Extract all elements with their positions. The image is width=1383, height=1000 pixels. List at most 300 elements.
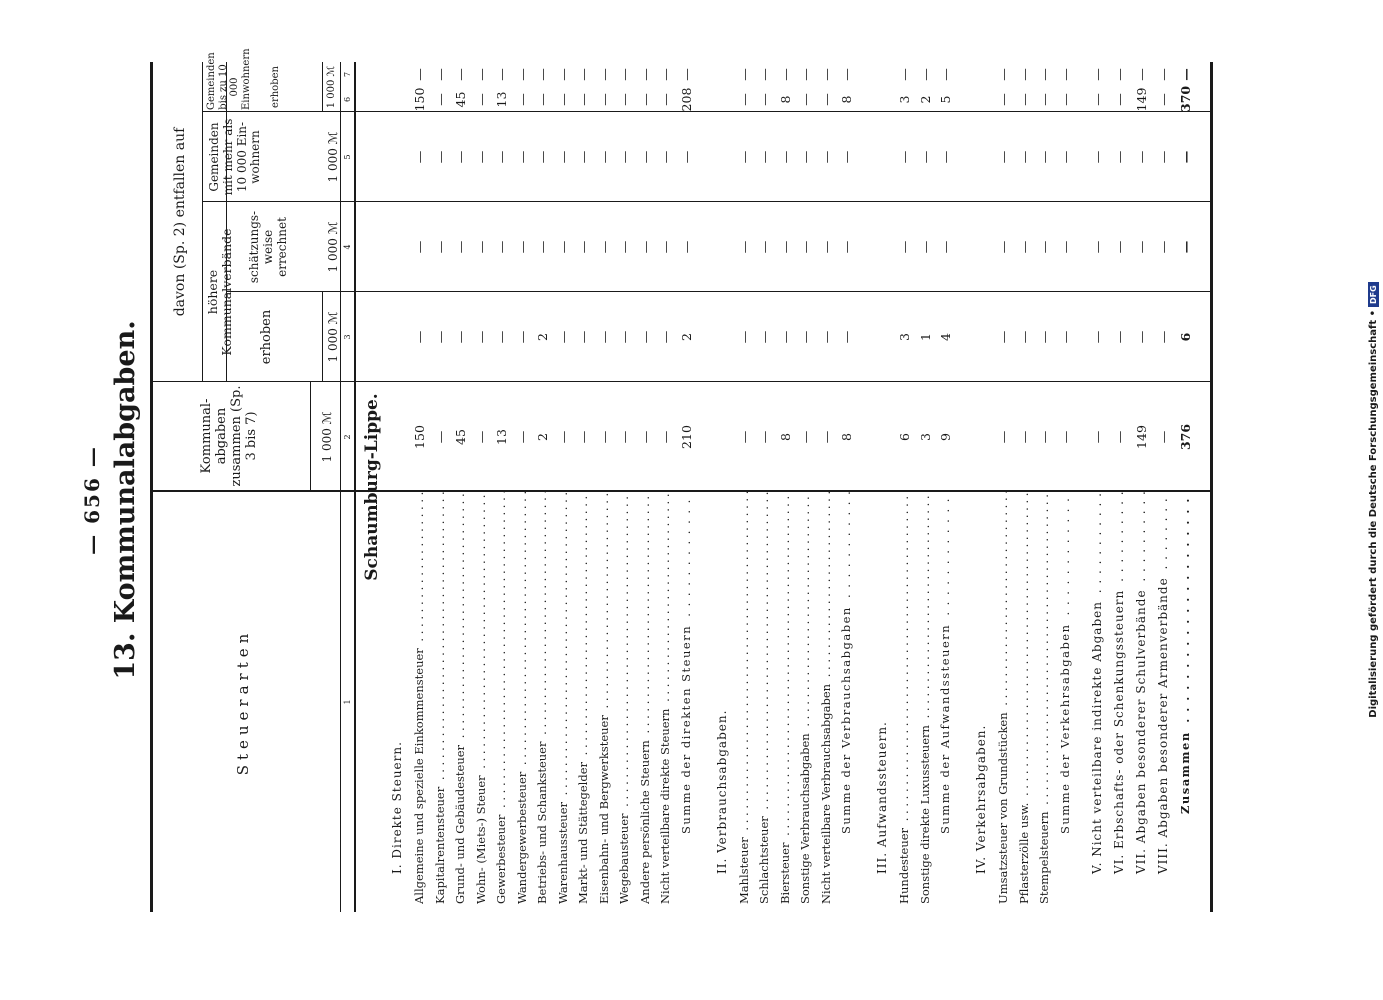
row-value-col2: 376 (1177, 423, 1193, 451)
colnum-5: 5 (343, 154, 352, 160)
unit-col3: 1 000 ℳ (326, 311, 340, 363)
row-value-col6: — (576, 93, 591, 106)
row-value-col3: 2 (535, 333, 550, 341)
row-value-col4: — (596, 240, 612, 254)
row-value-col6: — (736, 93, 752, 106)
row-value-col7: — (938, 68, 953, 81)
row-value-col5: — (637, 150, 653, 164)
row-label (1017, 492, 1031, 904)
row-value-col7: — (555, 68, 571, 81)
digitization-credit (1368, 0, 1379, 1000)
row-value-col5: — (777, 150, 793, 164)
row-value-col7: — (777, 68, 793, 81)
row-label (597, 492, 611, 904)
row-value-col3: — (1155, 330, 1171, 344)
row-label (617, 492, 631, 904)
row-value-col7: — (412, 68, 427, 81)
row-value-col4: — (453, 240, 468, 254)
row-value-col7: — (535, 68, 550, 81)
row-value-col5: — (1057, 150, 1073, 164)
row-label (679, 492, 693, 904)
colnum-bottom-rule (354, 62, 356, 912)
row-value-col6: — (473, 93, 489, 106)
row-value-col3: — (453, 330, 468, 344)
row-value-col6: 45 (453, 91, 468, 108)
row-value-col2: — (514, 430, 530, 444)
colnum-7: 7 (343, 71, 352, 78)
row-value-col5: — (617, 150, 632, 164)
row-label-text: Markt- und Stättegelder (576, 759, 590, 904)
row-value-col7: — (1037, 68, 1052, 81)
row-value-col2: 8 (777, 433, 793, 441)
row-value-col2: — (637, 430, 653, 444)
colnum-3: 3 (343, 334, 352, 340)
row-value-col7: — (494, 68, 509, 81)
row-value-col5: — (535, 150, 550, 164)
unit-col5: 1 000 ℳ (326, 131, 340, 183)
row-value-col3: — (996, 330, 1011, 344)
row-value-col7: — (1177, 68, 1193, 81)
row-value-col7: — (996, 68, 1011, 81)
table-bottom-rule (1210, 62, 1213, 912)
row-value-col4: — (938, 240, 953, 254)
row-value-col7: — (798, 68, 813, 81)
row-value-col7: — (473, 68, 489, 81)
row-label (757, 492, 771, 904)
row-value-col5: — (938, 150, 953, 164)
row-value-col6: 3 (897, 95, 912, 104)
row-label-text: IV. Verkehrsabgaben. (974, 722, 988, 874)
row-value-col4: — (736, 240, 752, 254)
colnum-1: 1 (343, 699, 352, 705)
row-value-col6: — (432, 93, 448, 106)
row-value-col6: — (818, 93, 834, 106)
row-value-col3: — (777, 330, 793, 344)
header-gem-mehr: Gemeinden mit mehr als 10 000 Ein-wohnern (207, 118, 263, 196)
row-value-col2: 149 (1133, 425, 1149, 449)
row-value-col5: — (1037, 150, 1052, 164)
row-value-col7: — (453, 68, 468, 81)
header-divider-1 (202, 62, 203, 382)
row-label (1178, 492, 1192, 904)
row-label-text: Schlachtsteuer (757, 813, 771, 904)
row-value-col7: — (617, 68, 632, 81)
row-value-col3: 2 (678, 333, 694, 341)
row-value-col3: — (1089, 330, 1105, 344)
row-value-col6: — (1155, 93, 1171, 106)
row-value-col6: — (514, 93, 530, 106)
row-value-col2: 9 (938, 433, 953, 441)
row-value-col4: — (637, 240, 653, 254)
colnum-2: 2 (343, 434, 352, 440)
row-label (938, 492, 952, 904)
row-value-col4: — (514, 240, 530, 254)
row-label-text: VIII. Abgaben besonderer Armenverbände (1156, 574, 1170, 874)
page-title: 13. Kommunalabgaben. (110, 320, 141, 680)
row-value-col4: — (473, 240, 489, 254)
row-label (658, 492, 672, 904)
row-label (974, 492, 988, 904)
row-value-col2: — (658, 430, 673, 444)
row-label (778, 492, 792, 904)
row-value-col4: — (535, 240, 550, 254)
row-value-col4: — (1155, 240, 1171, 254)
row-value-col6: 8 (839, 95, 854, 104)
row-value-col5: — (1111, 150, 1127, 164)
header-kommunalabgaben: Kommunal-abgaben zusammen (Sp. 3 bis 7) (199, 385, 259, 487)
row-value-col2: — (1057, 430, 1073, 444)
row-value-col2: — (1155, 430, 1171, 444)
table-top-rule (150, 62, 153, 912)
row-value-col7: — (514, 68, 530, 81)
row-value-col2: — (1016, 430, 1032, 444)
row-value-col7: — (1155, 68, 1171, 81)
row-value-col2: 150 (412, 425, 427, 449)
row-value-col3: — (757, 330, 772, 344)
row-label-text: Gewerbesteuer (494, 812, 508, 904)
row-value-col7: — (1133, 68, 1149, 81)
row-value-col6: — (617, 93, 632, 106)
row-value-col6: 2 (917, 95, 933, 104)
row-value-col3: — (412, 330, 427, 344)
colnum-4: 4 (343, 244, 352, 250)
row-label-text: VI. Erbschafts- oder Schenkungssteuern (1112, 587, 1126, 874)
row-label-text: Sonstige direkte Luxussteuern (918, 722, 932, 904)
row-label-text: Wegebausteuer (617, 810, 631, 904)
row-value-col2: 13 (494, 429, 509, 445)
row-value-col2: — (798, 430, 813, 444)
row-value-col6: — (757, 93, 772, 106)
row-value-col5: — (453, 150, 468, 164)
row-value-col4: — (757, 240, 772, 254)
row-value-col3: — (736, 330, 752, 344)
row-label (453, 492, 467, 904)
row-value-col6: 370 (1177, 85, 1193, 112)
row-label-text: VII. Abgaben besonderer Schulverbände (1134, 586, 1148, 874)
row-value-col4: — (658, 240, 673, 254)
row-label (715, 492, 729, 904)
row-value-col2: 3 (917, 433, 933, 441)
colnum-6: 6 (343, 96, 352, 103)
row-label-text: Eisenbahn- und Bergwerksteuer (597, 712, 611, 904)
row-value-col7: — (757, 68, 772, 81)
row-value-col3: — (432, 330, 448, 344)
row-value-col7: — (1089, 68, 1105, 81)
row-value-col2: — (818, 430, 834, 444)
row-label-text: Umsatzsteuer von Grundstücken (996, 709, 1010, 904)
row-label-text: Hundesteuer (897, 825, 911, 904)
row-label-text: Betriebs- und Schanksteuer (535, 739, 549, 905)
row-value-col5: — (917, 150, 933, 164)
row-value-col7: — (1016, 68, 1032, 81)
row-value-col3: — (514, 330, 530, 344)
unit-col4: 1 000 ℳ (326, 221, 340, 273)
row-value-col2: — (432, 430, 448, 444)
row-label-text: Grund- und Gebäudesteuer (453, 742, 467, 904)
row-label (474, 492, 488, 904)
row-value-col5: — (798, 150, 813, 164)
row-value-col4: — (1133, 240, 1149, 254)
row-value-col5: — (576, 150, 591, 164)
row-label-text: Andere persönliche Steuern (638, 737, 652, 904)
row-label (576, 492, 590, 904)
row-value-col4: — (996, 240, 1011, 254)
row-label (433, 492, 447, 904)
row-value-col4: — (798, 240, 813, 254)
row-label-text: Nicht verteilbare Verbrauchsabgaben (819, 681, 833, 904)
row-label (556, 492, 570, 904)
row-label (1156, 492, 1170, 904)
row-value-col7: — (658, 68, 673, 81)
row-value-col6: 150 (412, 87, 427, 112)
row-value-col5: — (1155, 150, 1171, 164)
row-label (798, 492, 812, 904)
row-value-col3: — (473, 330, 489, 344)
row-label (839, 492, 853, 904)
row-label (638, 492, 652, 904)
row-value-col2: — (1111, 430, 1127, 444)
row-value-col4: — (1057, 240, 1073, 254)
header-erhoben-3: erhoben (259, 309, 274, 365)
row-value-col4: — (432, 240, 448, 254)
row-label-text: Wandergewerbesteuer (515, 769, 529, 904)
row-value-col4: — (1111, 240, 1127, 254)
row-value-col6: 149 (1133, 87, 1149, 112)
row-value-col3: — (494, 330, 509, 344)
row-value-col5: — (897, 150, 912, 164)
row-value-col2: 210 (678, 425, 694, 449)
row-value-col7: — (596, 68, 612, 81)
row-value-col2: — (473, 430, 489, 444)
unit-col2: 1 000 ℳ (320, 411, 334, 463)
row-value-col3: 1 (917, 333, 933, 341)
row-label-text: Allgemeine und spezielle Einkommensteuer (412, 645, 426, 904)
row-value-col6: — (658, 93, 673, 106)
row-value-col2: — (576, 430, 591, 444)
row-value-col5: — (1177, 150, 1193, 164)
row-value-col7: — (1111, 68, 1127, 81)
row-label (1112, 492, 1126, 904)
row-value-col7: — (818, 68, 834, 81)
row-value-col4: — (839, 240, 854, 254)
row-value-col3: — (596, 330, 612, 344)
row-value-col4: — (1037, 240, 1052, 254)
row-value-col3: — (637, 330, 653, 344)
row-value-col6: — (1037, 93, 1052, 106)
row-value-col4: — (678, 240, 694, 254)
row-value-col6: — (596, 93, 612, 106)
dfg-logo: DFG (1368, 282, 1379, 307)
row-value-col4: — (897, 240, 912, 254)
row-value-col6: — (1057, 93, 1073, 106)
row-label-text: Zusammen (1178, 728, 1192, 814)
row-value-col5: — (818, 150, 834, 164)
row-value-col2: — (1089, 430, 1105, 444)
header-gem-bis: Gemeinden bis zu 10 000 Einwohnern (206, 48, 252, 110)
row-label (819, 492, 833, 904)
row-value-col5: — (432, 150, 448, 164)
row-label (918, 492, 932, 904)
row-value-col4: — (412, 240, 427, 254)
page-number: — 656 — (80, 445, 104, 555)
header-divider-3 (322, 292, 323, 382)
row-value-col7: — (637, 68, 653, 81)
row-value-col3: — (658, 330, 673, 344)
row-label (390, 492, 404, 904)
header-bottom-rule (340, 62, 341, 912)
row-label (1058, 492, 1072, 904)
row-value-col2: — (617, 430, 632, 444)
row-label-text: Summe der Verkehrsabgaben (1058, 620, 1072, 834)
row-value-col4: — (777, 240, 793, 254)
row-value-col2: 8 (839, 433, 854, 441)
row-label (1134, 492, 1148, 904)
row-value-col5: — (1089, 150, 1105, 164)
row-value-col6: 208 (678, 87, 694, 112)
header-steuerarten: Steuerarten (234, 628, 252, 776)
row-label-text: V. Nicht verteilbare indirekte Abgaben (1090, 598, 1104, 874)
row-label-text: Summe der Verbrauchsabgaben (839, 603, 853, 834)
row-value-col3: — (555, 330, 571, 344)
header-davon: davon (Sp. 2) entfallen auf (172, 127, 188, 317)
header-divider-4 (322, 62, 323, 112)
row-value-col2: — (1037, 430, 1052, 444)
row-label (737, 492, 751, 904)
row-value-col6: 13 (494, 91, 509, 108)
row-value-col5: — (412, 150, 427, 164)
row-label (535, 492, 549, 904)
row-label (875, 492, 889, 904)
header-hoehere: höhere Kommunalverbände (205, 228, 235, 356)
row-value-col7: — (576, 68, 591, 81)
row-label-text: Kapitalrentensteuer (433, 784, 447, 904)
row-label-text: Summe der direkten Steuern (679, 622, 693, 834)
tax-table (150, 48, 1230, 912)
row-value-col7: — (917, 68, 933, 81)
row-value-col6: 5 (938, 95, 953, 104)
row-value-col4: — (818, 240, 834, 254)
row-label (996, 492, 1010, 904)
row-value-col6: — (798, 93, 813, 106)
row-value-col4: — (494, 240, 509, 254)
row-value-col5: — (494, 150, 509, 164)
row-value-col5: — (736, 150, 752, 164)
row-value-col6: — (996, 93, 1011, 106)
row-value-col3: — (1133, 330, 1149, 344)
row-value-col5: — (996, 150, 1011, 164)
row-value-col7: — (1057, 68, 1073, 81)
row-value-col5: — (839, 150, 854, 164)
row-label-text: Biersteuer (778, 840, 792, 904)
row-value-col5: — (1133, 150, 1149, 164)
row-value-col5: — (473, 150, 489, 164)
row-value-col6: — (1016, 93, 1032, 106)
unit-col6: 1 000 ℳ (326, 65, 337, 109)
row-value-col3: 4 (938, 333, 953, 341)
row-value-col2: — (736, 430, 752, 444)
row-value-col3: — (1016, 330, 1032, 344)
row-value-col3: — (798, 330, 813, 344)
row-value-col6: — (535, 93, 550, 106)
row-value-col6: 8 (777, 95, 793, 104)
row-value-col2: — (555, 430, 571, 444)
row-value-col3: 6 (1177, 332, 1193, 342)
row-value-col4: — (555, 240, 571, 254)
region-title: Schaumburg-Lippe. (362, 393, 382, 581)
row-value-col4: — (1089, 240, 1105, 254)
row-value-col2: 6 (897, 433, 912, 441)
row-value-col3: — (617, 330, 632, 344)
row-label-text: Sonstige Verbrauchsabgaben (798, 730, 812, 904)
row-value-col4: — (1016, 240, 1032, 254)
row-value-col4: — (917, 240, 933, 254)
row-label (515, 492, 529, 904)
row-value-col2: 45 (453, 429, 468, 445)
row-label-text: Pflasterzölle usw. (1017, 800, 1031, 904)
row-label-text: Stempelsteuern (1037, 809, 1051, 905)
row-value-col2: 2 (535, 433, 550, 441)
row-value-col5: — (514, 150, 530, 164)
row-value-col3: — (1111, 330, 1127, 344)
row-label-text: Mahlsteuer (737, 834, 751, 904)
row-value-col7: — (432, 68, 448, 81)
row-label-text: Nicht verteilbare direkte Steuern (658, 706, 672, 904)
row-label-text: I. Direkte Steuern. (390, 738, 404, 874)
row-value-col7: — (678, 68, 694, 81)
row-label (897, 492, 911, 904)
header-erhoben-6: erhoben (270, 66, 281, 108)
row-value-col5: — (658, 150, 673, 164)
row-value-col3: 3 (897, 333, 912, 341)
row-value-col4: — (1177, 240, 1193, 254)
row-value-col2: — (757, 430, 772, 444)
row-value-col5: — (1016, 150, 1032, 164)
row-value-col2: — (996, 430, 1011, 444)
row-value-col3: — (818, 330, 834, 344)
row-label (1090, 492, 1104, 904)
row-value-col3: — (576, 330, 591, 344)
row-value-col5: — (555, 150, 571, 164)
row-value-col6: — (555, 93, 571, 106)
row-label-text: Warenhaussteuer (556, 799, 570, 904)
row-value-col7: — (736, 68, 752, 81)
row-label-text: Summe der Aufwandssteuern (938, 621, 952, 834)
row-value-col4: — (617, 240, 632, 254)
row-value-col3: — (1057, 330, 1073, 344)
header-schaetz-4: schätzungs-weise errechnet (247, 210, 289, 284)
row-value-col6: — (637, 93, 653, 106)
row-value-col5: — (678, 150, 694, 164)
row-label-text: Wohn- (Miets-) Steuer (474, 772, 488, 904)
row-label (1037, 492, 1051, 904)
row-value-col2: — (596, 430, 612, 444)
row-value-col6: — (1089, 93, 1105, 106)
row-value-col6: — (1111, 93, 1127, 106)
row-label-text: III. Aufwandssteuern. (875, 718, 889, 874)
credit-text: Digitalisierung gefördert durch die Deutsche Forschungsgemeinschaft • (1368, 309, 1379, 718)
row-value-col4: — (576, 240, 591, 254)
row-value-col5: — (596, 150, 612, 164)
row-label-text: II. Verbrauchsabgaben. (715, 707, 729, 874)
row-value-col3: — (839, 330, 854, 344)
row-label (494, 492, 508, 904)
header-divider-5 (310, 382, 311, 492)
row-label (412, 492, 426, 904)
row-value-col7: — (839, 68, 854, 81)
row-value-col7: — (897, 68, 912, 81)
row-value-col3: — (1037, 330, 1052, 344)
row-value-col5: — (757, 150, 772, 164)
